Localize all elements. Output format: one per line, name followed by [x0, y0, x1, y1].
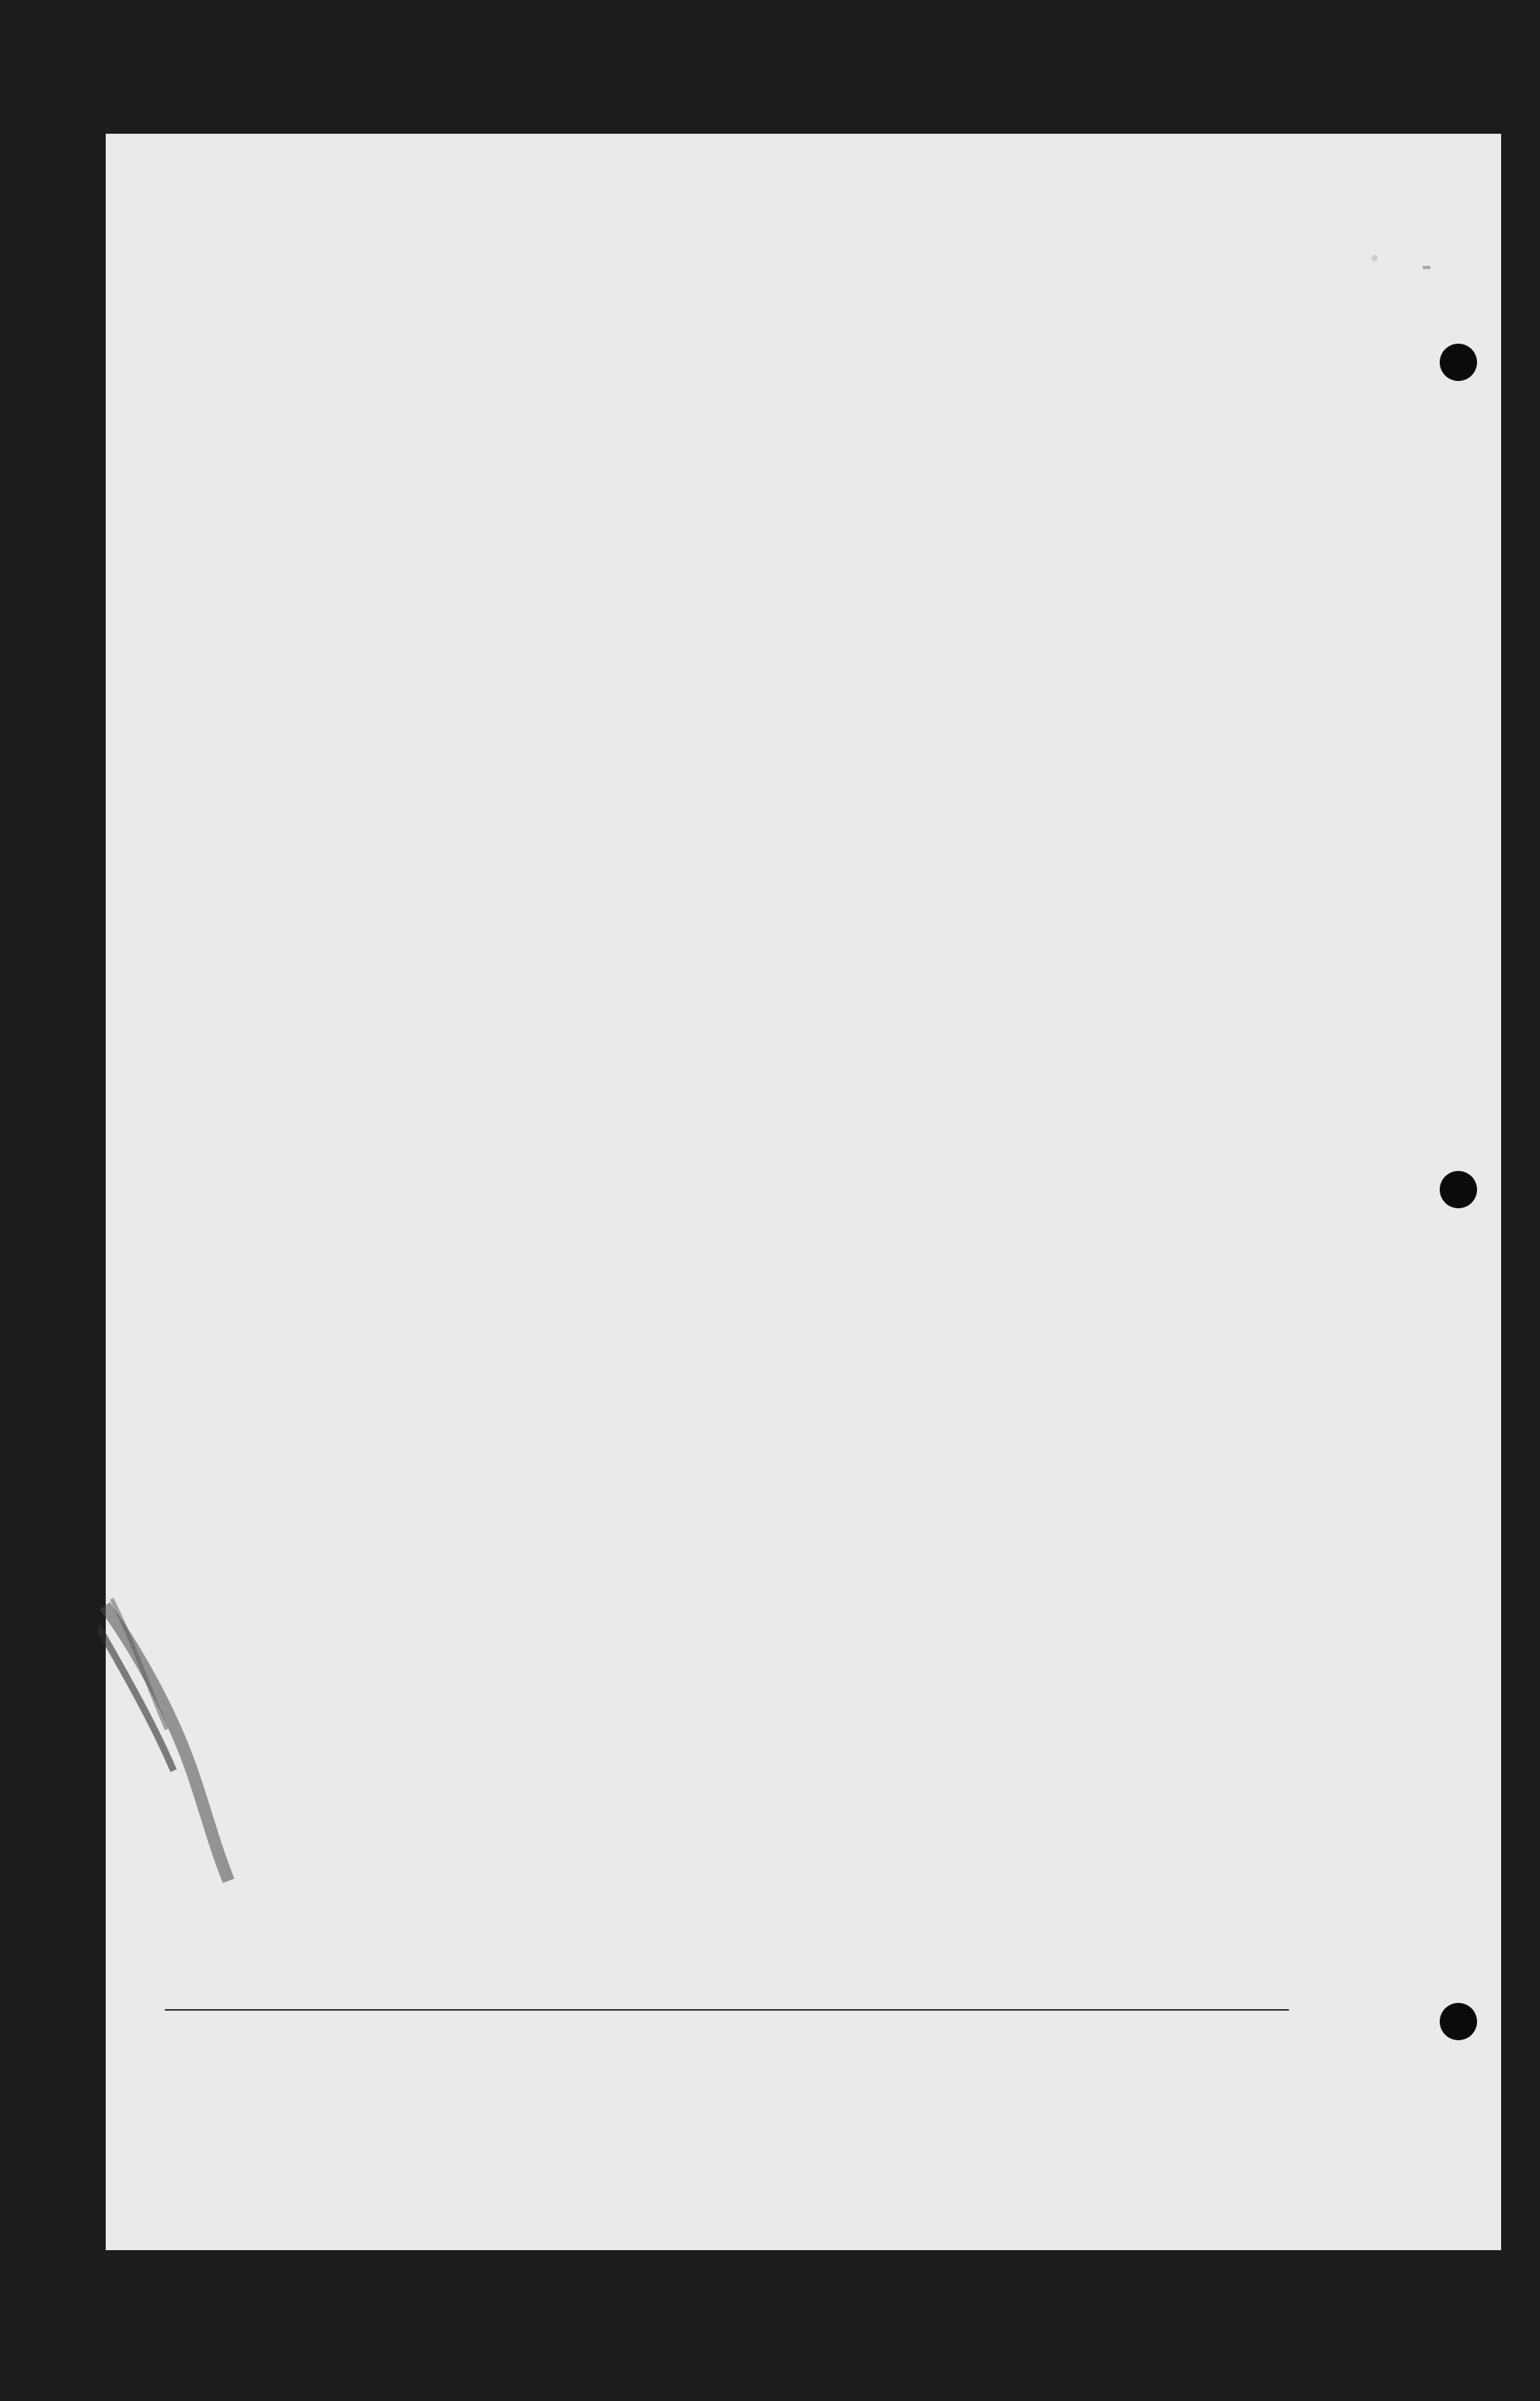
footer-rule [165, 2009, 1289, 2011]
punch-hole [1440, 1171, 1477, 1208]
speck [1423, 266, 1430, 269]
scan-smear [98, 1588, 277, 1899]
punch-hole [1440, 2003, 1477, 2040]
document-page [106, 134, 1501, 2250]
speck [1371, 255, 1378, 261]
punch-hole [1440, 344, 1477, 381]
